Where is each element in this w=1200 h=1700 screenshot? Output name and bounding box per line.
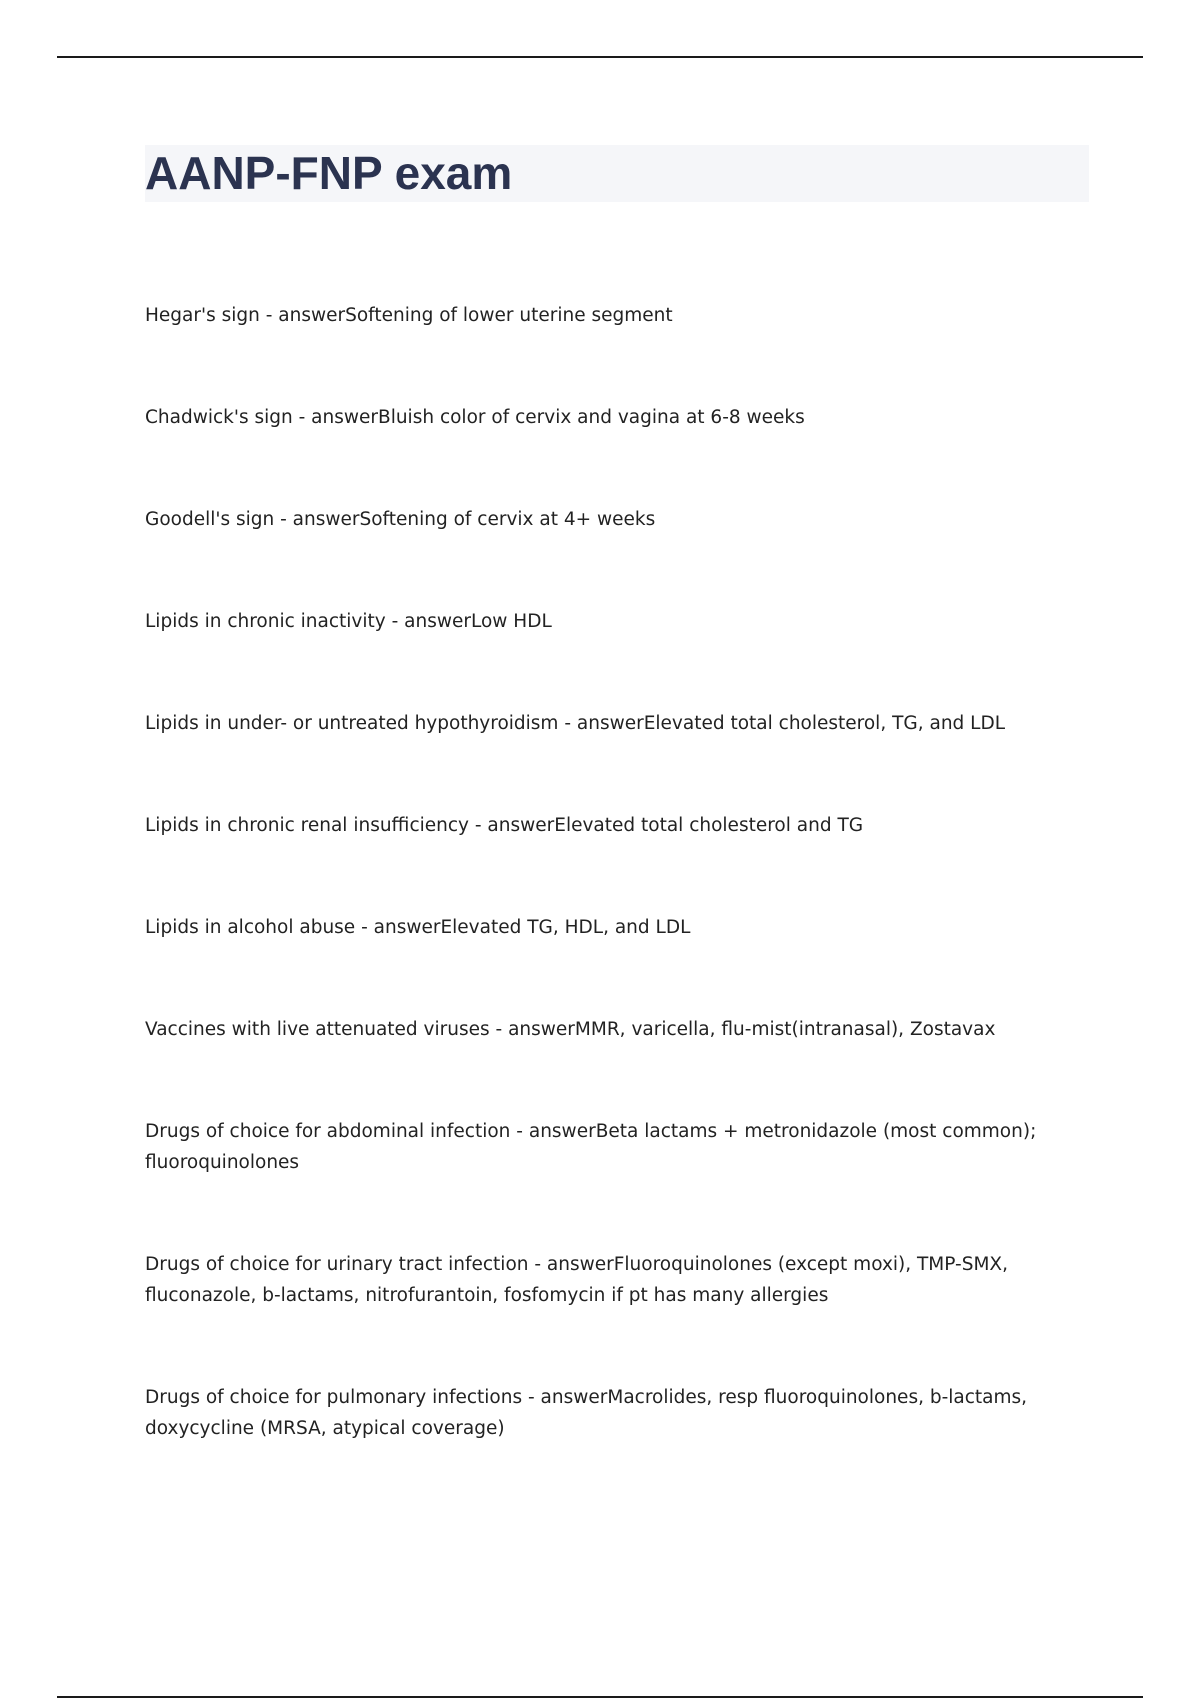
card-separator: - answer: [274, 509, 360, 530]
top-rule: [57, 56, 1143, 58]
card-term: Drugs of choice for pulmonary infections: [145, 1387, 523, 1408]
flashcard-list: [145, 300, 1045, 1515]
flashcard: [145, 1382, 1045, 1444]
flashcard: [145, 300, 1045, 331]
card-separator: - answer: [385, 611, 471, 632]
card-term: Lipids in chronic renal insufficiency: [145, 815, 469, 836]
card-answer: Elevated TG, HDL, and LDL: [440, 917, 691, 938]
card-answer: Elevated total cholesterol, TG, and LDL: [643, 713, 1006, 734]
card-separator: - answer: [522, 1387, 608, 1408]
card-term: Goodell's sign: [145, 509, 275, 530]
card-separator: - answer: [292, 407, 378, 428]
card-term: Lipids in chronic inactivity: [145, 611, 386, 632]
card-separator: - answer: [469, 815, 555, 836]
card-answer: Macrolides, resp fluoroquinolones, b-lactams, doxycycline (MRSA, atypical coverage): [145, 1387, 1028, 1439]
flashcard: [145, 606, 1045, 637]
flashcard: [145, 1014, 1045, 1045]
card-answer: Bluish color of cervix and vagina at 6-8 weeks: [378, 407, 805, 428]
flashcard: [145, 504, 1045, 535]
page-title: AANP-FNP exam: [145, 147, 513, 199]
card-separator: - answer: [355, 917, 441, 938]
card-answer: Low HDL: [471, 611, 552, 632]
card-answer: Elevated total cholesterol and TG: [554, 815, 864, 836]
flashcard: [145, 912, 1045, 943]
card-separator: - answer: [259, 305, 346, 326]
bottom-rule: [57, 1696, 1143, 1698]
card-term: Lipids in under- or untreated hypothyroidism: [145, 713, 559, 734]
flashcard: [145, 708, 1045, 739]
flashcard: [145, 1116, 1045, 1178]
card-term: Hegar's sign: [145, 305, 260, 326]
card-term: Drugs of choice for abdominal infection: [145, 1121, 511, 1142]
card-answer: Softening of cervix at 4+ weeks: [359, 509, 656, 530]
card-answer: Beta lactams + metronidazole (most common); fluoroquinolones: [145, 1121, 1037, 1173]
card-term: Drugs of choice for urinary tract infection: [145, 1254, 529, 1275]
card-term: Chadwick's sign: [145, 407, 293, 428]
card-separator: - answer: [528, 1254, 614, 1275]
card-separator: - answer: [510, 1121, 596, 1142]
card-separator: - answer: [558, 713, 644, 734]
card-answer: MMR, varicella, flu-mist(intranasal), Zostavax: [574, 1019, 996, 1040]
card-separator: - answer: [489, 1019, 575, 1040]
card-term: Vaccines with live attenuated viruses: [145, 1019, 490, 1040]
card-term: Lipids in alcohol abuse: [145, 917, 356, 938]
flashcard: [145, 402, 1045, 433]
flashcard: [145, 810, 1045, 841]
flashcard: [145, 1249, 1045, 1311]
card-answer: Softening of lower uterine segment: [345, 305, 673, 326]
card-answer: Fluoroquinolones (except moxi), TMP-SMX, fluconazole, b-lactams, nitrofurantoin, fosfomycin if pt has many allergies: [145, 1254, 1008, 1306]
